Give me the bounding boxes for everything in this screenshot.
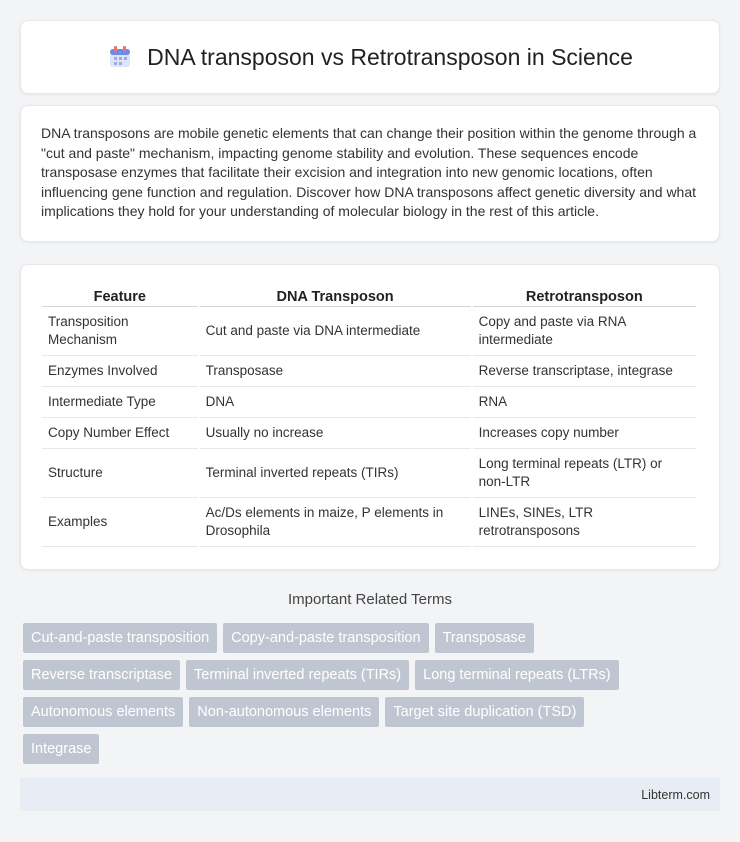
table-cell: Long terminal repeats (LTR) or non-LTR: [473, 449, 696, 498]
table-cell: RNA: [473, 387, 696, 418]
related-term-tag[interactable]: Transposase: [435, 623, 534, 653]
table-cell: Copy Number Effect: [42, 418, 198, 449]
related-term-tag[interactable]: Copy-and-paste transposition: [223, 623, 428, 653]
related-term-tag[interactable]: Integrase: [23, 734, 99, 764]
table-header: Retrotransposon: [473, 285, 696, 307]
table-cell: LINEs, SINEs, LTR retrotransposons: [473, 498, 696, 547]
table-header: DNA Transposon: [200, 285, 471, 307]
related-term-tag[interactable]: Cut-and-paste transposition: [23, 623, 217, 653]
related-term-tag[interactable]: Long terminal repeats (LTRs): [415, 660, 619, 690]
table-cell: Intermediate Type: [42, 387, 198, 418]
table-cell: Terminal inverted repeats (TIRs): [200, 449, 471, 498]
table-cell: Structure: [42, 449, 198, 498]
table-row: [42, 498, 696, 547]
table-cell: Cut and paste via DNA intermediate: [200, 307, 471, 356]
intro-card: [20, 105, 720, 242]
comparison-table-card: [20, 264, 720, 570]
calendar-icon: [107, 44, 133, 70]
table-row: [42, 387, 696, 418]
related-term-tag[interactable]: Terminal inverted repeats (TIRs): [186, 660, 409, 690]
comparison-table: [40, 285, 698, 547]
related-terms-title: Important Related Terms: [288, 591, 452, 608]
related-term-tag[interactable]: Autonomous elements: [23, 697, 183, 727]
tag-row: [23, 734, 723, 764]
table-header-row: [42, 285, 696, 307]
table-cell: Transposase: [200, 356, 471, 387]
related-term-tag[interactable]: Target site duplication (TSD): [385, 697, 584, 727]
table-cell: Transposition Mechanism: [42, 307, 198, 356]
table-cell: Copy and paste via RNA intermediate: [473, 307, 696, 356]
table-row: [42, 418, 696, 449]
related-term-tag[interactable]: Reverse transcriptase: [23, 660, 180, 690]
table-cell: Ac/Ds elements in maize, P elements in Drosophila: [200, 498, 471, 547]
table-row: [42, 356, 696, 387]
related-term-tag[interactable]: Non-autonomous elements: [189, 697, 379, 727]
table-row: [42, 307, 696, 356]
footer: [20, 778, 720, 811]
table-cell: Reverse transcriptase, integrase: [473, 356, 696, 387]
intro-text: DNA transposons are mobile genetic elements that can change their position within the genome through a "cut and paste" mechanism, impacting genome stability and evolution. These sequences encode transposase enzymes that facilitate their excision and integration into new genomic locations, often influencing gene function and regulation. Discover how DNA transposons affect genetic diversity and what implications they hold for your understanding of molecular biology in the rest of this article.: [41, 125, 697, 219]
tag-row: [23, 623, 723, 653]
footer-site-link[interactable]: Libterm.com: [641, 787, 710, 802]
table-cell: Usually no increase: [200, 418, 471, 449]
table-cell: Examples: [42, 498, 198, 547]
table-cell: DNA: [200, 387, 471, 418]
related-terms-tags: [23, 623, 723, 771]
header-card: [20, 20, 720, 94]
page-title: DNA transposon vs Retrotransposon in Science: [147, 43, 633, 70]
table-cell: Increases copy number: [473, 418, 696, 449]
table-header: Feature: [42, 285, 198, 307]
tag-row: [23, 660, 723, 690]
table-row: [42, 449, 696, 498]
tag-row: [23, 697, 723, 727]
table-cell: Enzymes Involved: [42, 356, 198, 387]
